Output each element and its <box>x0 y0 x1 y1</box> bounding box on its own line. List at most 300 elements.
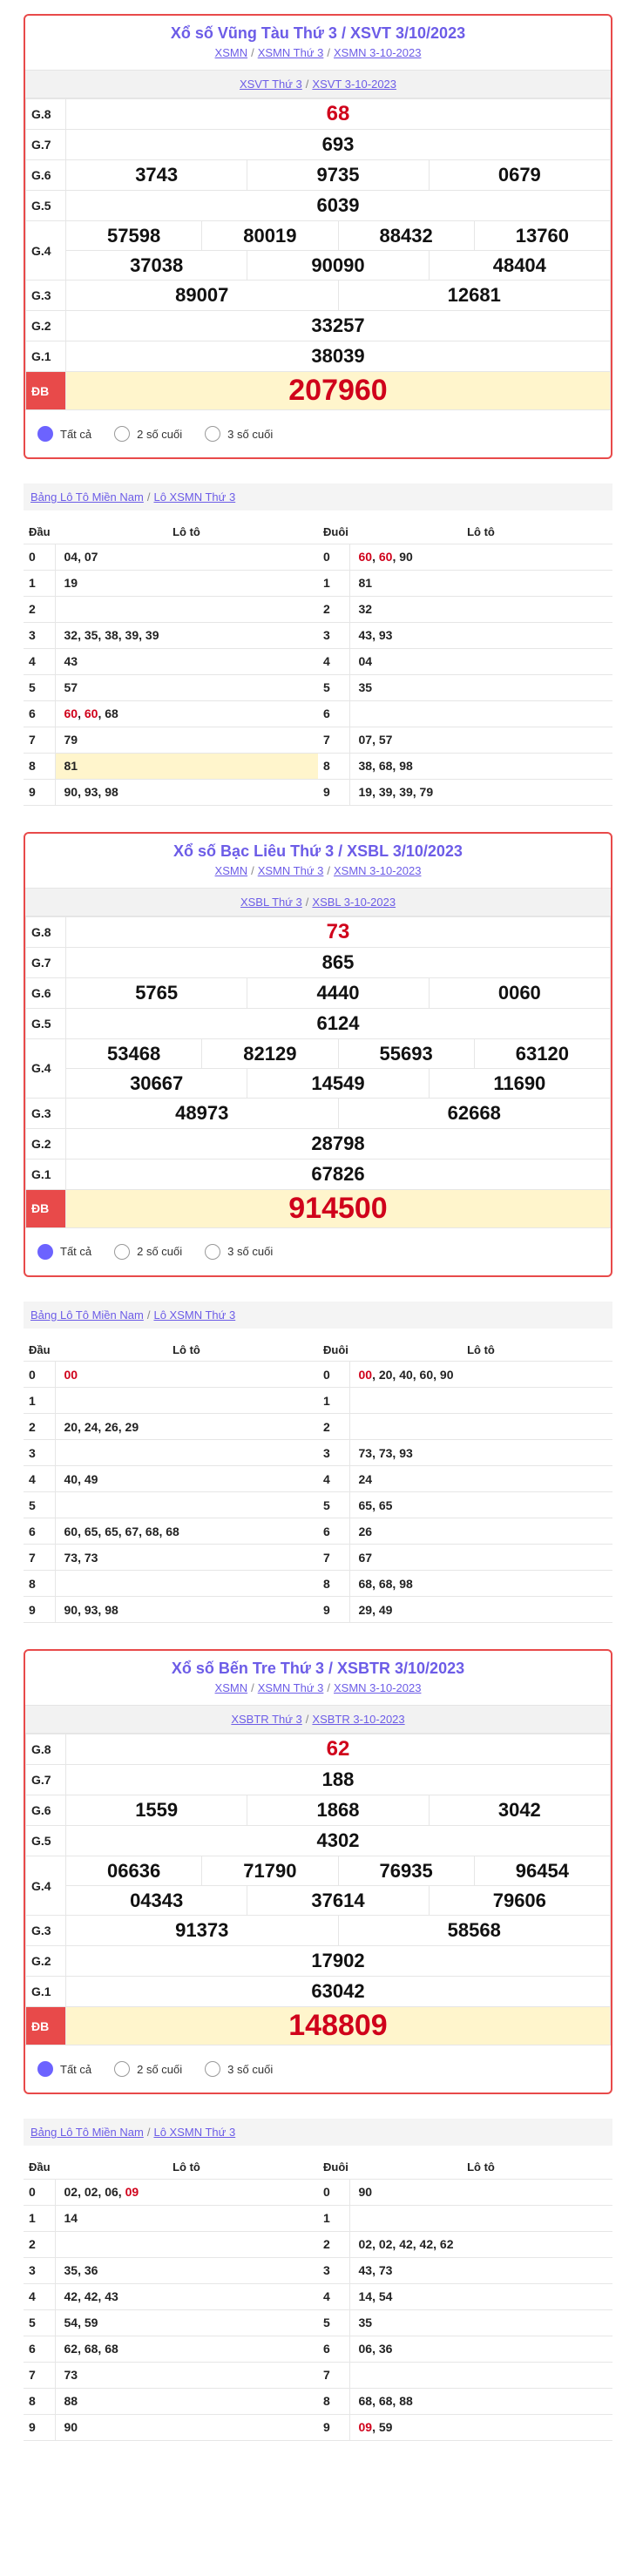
prize-value: 76935 <box>338 1856 474 1885</box>
prize-label: G.6 <box>26 1795 66 1826</box>
table-row <box>318 700 612 727</box>
loto-values <box>55 1362 318 1388</box>
loto-tables <box>24 2156 612 2441</box>
prize-label: G.2 <box>26 311 66 341</box>
table-row <box>318 1466 612 1492</box>
crumb-separator: / <box>251 1681 254 1694</box>
table-row <box>318 2179 612 2205</box>
breadcrumb <box>25 864 611 877</box>
filter-2-digits-radio[interactable] <box>114 2061 182 2077</box>
loto-key: 8 <box>24 1571 55 1597</box>
table-row <box>318 1597 612 1623</box>
table-row <box>318 648 612 674</box>
loto-values <box>349 1362 612 1388</box>
result-section <box>0 14 636 832</box>
loto-key: 4 <box>24 2283 55 2309</box>
filter-all-radio[interactable] <box>37 1244 91 1260</box>
table-row <box>24 2388 318 2414</box>
table-row <box>24 753 318 779</box>
prize-value: 71790 <box>201 1856 337 1885</box>
loto-key: 5 <box>24 674 55 700</box>
table-row <box>24 1388 318 1414</box>
loto-key: 3 <box>318 2257 349 2283</box>
radio-unchecked-icon[interactable] <box>205 1244 220 1260</box>
loto-values <box>55 2231 318 2257</box>
loto-number: 38, 68, 98 <box>358 759 413 773</box>
breadcrumb <box>25 46 611 59</box>
column-header: Lô tô <box>55 2156 318 2179</box>
prize-label: G.3 <box>26 1916 66 1946</box>
table-row <box>24 648 318 674</box>
loto-key: 0 <box>24 544 55 570</box>
loto-head-table <box>24 521 318 806</box>
loto-number: , 90 <box>392 550 413 564</box>
title-link[interactable]: Xổ số Vũng Tàu Thứ 3 <box>170 24 337 42</box>
prize-row-special <box>26 1189 611 1227</box>
digit-filter <box>25 410 611 457</box>
table-row <box>24 1492 318 1518</box>
loto-links <box>24 483 612 510</box>
prize-value: 73 <box>66 916 611 947</box>
loto-values <box>55 1545 318 1571</box>
table-row <box>318 1362 612 1388</box>
box-header <box>25 834 611 881</box>
loto-key: 2 <box>24 596 55 622</box>
table-row <box>318 753 612 779</box>
prize-row-g3 <box>26 1916 611 1946</box>
table-row <box>318 779 612 805</box>
prize-value: 38039 <box>66 341 611 372</box>
column-header: Đuôi <box>318 1339 349 1362</box>
prize-value: 17902 <box>66 1946 611 1977</box>
prize-label: G.6 <box>26 160 66 191</box>
loto-values <box>349 570 612 596</box>
loto-key: 9 <box>24 2414 55 2440</box>
radio-checked-icon[interactable] <box>37 1244 53 1260</box>
loto-number: 20, 24, 26, 29 <box>64 1419 139 1434</box>
loto-values <box>55 2309 318 2336</box>
prize-row-g6 <box>26 1795 611 1826</box>
prize-row-g8 <box>26 99 611 130</box>
loto-key: 9 <box>318 1597 349 1623</box>
table-row <box>24 2205 318 2231</box>
loto-special-number: 60 <box>358 550 373 564</box>
table-row <box>24 596 318 622</box>
crumb-link[interactable]: XSBL 3-10-2023 <box>312 895 396 909</box>
prize-label: G.4 <box>26 221 66 281</box>
loto-number: 19 <box>64 576 78 590</box>
loto-number: 90, 93, 98 <box>64 785 118 799</box>
loto-number: 90 <box>358 2185 373 2199</box>
loto-special-number: 60 <box>64 707 78 720</box>
loto-key: 8 <box>318 753 349 779</box>
link-separator: / <box>146 2126 151 2139</box>
loto-values <box>55 2336 318 2362</box>
loto-key: 1 <box>24 570 55 596</box>
loto-number: 73 <box>64 2368 78 2382</box>
loto-key: 9 <box>24 779 55 805</box>
loto-number: 35 <box>358 2316 373 2329</box>
prize-row-g4 <box>26 221 611 281</box>
crumb-separator: / <box>327 46 330 59</box>
loto-day-link[interactable]: Lô XSMN Thứ 3 <box>153 2126 236 2139</box>
prize-value-group <box>66 977 611 1008</box>
loto-values <box>55 2362 318 2388</box>
column-header: Đầu <box>24 2156 55 2179</box>
loto-values <box>55 674 318 700</box>
prize-value: 96454 <box>474 1856 610 1885</box>
loto-values <box>349 2205 612 2231</box>
crumb-link[interactable]: XSVT 3-10-2023 <box>312 78 397 91</box>
prize-value: 53468 <box>107 1042 161 1065</box>
table-row <box>318 544 612 570</box>
loto-table-link[interactable]: Bảng Lô Tô Miền Nam <box>30 2126 144 2139</box>
prize-value-group <box>66 1038 611 1098</box>
loto-number: 35, 36 <box>64 2263 98 2277</box>
result-section <box>0 832 636 1650</box>
prize-value-group <box>66 1098 611 1128</box>
loto-values <box>349 1440 612 1466</box>
prize-value: 6039 <box>66 191 611 221</box>
loto-values <box>55 1388 318 1414</box>
loto-values <box>349 2231 612 2257</box>
filter-2-digits-radio[interactable] <box>114 1244 182 1260</box>
prize-table <box>25 916 611 1228</box>
loto-values <box>55 1597 318 1623</box>
prize-value: 3042 <box>429 1795 610 1825</box>
sub-breadcrumb <box>25 888 611 916</box>
prize-value: 63120 <box>474 1039 610 1068</box>
prize-row-g5 <box>26 1826 611 1856</box>
radio-label: 2 số cuối <box>137 1245 183 1258</box>
prize-value: 82129 <box>201 1039 337 1068</box>
loto-day-link[interactable]: Lô XSMN Thứ 3 <box>153 490 236 504</box>
loto-number: 06, 36 <box>358 2342 393 2356</box>
crumb-link[interactable]: XSMN 3-10-2023 <box>334 46 422 59</box>
loto-key: 5 <box>318 1492 349 1518</box>
prize-row-g6 <box>26 160 611 191</box>
loto-tail-table <box>318 2156 612 2441</box>
loto-tables <box>24 1339 612 1624</box>
link-separator: / <box>146 490 151 504</box>
table-row <box>318 1414 612 1440</box>
box-header <box>25 1651 611 1698</box>
loto-key: 1 <box>318 2205 349 2231</box>
crumb-separator: / <box>305 895 309 909</box>
box-header <box>25 16 611 63</box>
loto-table-link[interactable]: Bảng Lô Tô Miền Nam <box>30 490 144 504</box>
loto-number: , 20, 40, 60, 90 <box>372 1367 454 1382</box>
loto-number: 73, 73 <box>64 1550 98 1565</box>
table-row <box>318 596 612 622</box>
table-row <box>318 2388 612 2414</box>
loto-tail-table <box>318 1339 612 1624</box>
table-row <box>24 2257 318 2283</box>
prize-value-group <box>66 281 611 311</box>
radio-unchecked-icon[interactable] <box>114 1244 130 1260</box>
loto-number: 32 <box>358 602 373 616</box>
loto-key: 6 <box>24 700 55 727</box>
loto-special-number: 00 <box>64 1367 78 1382</box>
column-header: Đầu <box>24 1339 55 1362</box>
filter-all-radio[interactable] <box>37 426 91 442</box>
loto-number: 88 <box>64 2394 78 2408</box>
loto-key: 5 <box>318 2309 349 2336</box>
loto-values <box>55 1518 318 1545</box>
loto-tables <box>24 521 612 806</box>
prize-value: 9735 <box>247 160 428 190</box>
loto-number: 26 <box>358 1524 373 1538</box>
crumb-separator: / <box>327 863 330 877</box>
radio-unchecked-icon[interactable] <box>205 426 220 442</box>
loto-number: 24 <box>358 1471 373 1486</box>
prize-value: 37038 <box>130 254 184 276</box>
loto-key: 6 <box>24 2336 55 2362</box>
loto-values <box>55 753 318 779</box>
prize-value: 88432 <box>338 221 474 250</box>
prize-value: 1868 <box>247 1795 428 1825</box>
loto-values <box>349 648 612 674</box>
crumb-link[interactable]: XSMN Thứ 3 <box>257 46 324 59</box>
prize-row-g7 <box>26 1765 611 1795</box>
special-prize-value: 148809 <box>66 2007 611 2045</box>
prize-value: 89007 <box>175 284 229 306</box>
table-row <box>318 2257 612 2283</box>
crumb-link[interactable]: XSMN Thứ 3 <box>257 863 324 877</box>
prize-value: 90090 <box>247 251 428 280</box>
crumb-link[interactable]: XSMN 3-10-2023 <box>334 1681 422 1694</box>
loto-values <box>349 2309 612 2336</box>
loto-values <box>349 700 612 727</box>
loto-values <box>55 1571 318 1597</box>
prize-label: G.3 <box>26 1098 66 1128</box>
loto-values <box>55 727 318 753</box>
table-row <box>24 1597 318 1623</box>
loto-values <box>349 1388 612 1414</box>
loto-head-table <box>24 1339 318 1624</box>
prize-value: 4440 <box>247 978 428 1008</box>
loto-values <box>55 622 318 648</box>
filter-2-digits-radio[interactable] <box>114 426 182 442</box>
loto-values <box>349 2257 612 2283</box>
loto-values <box>55 1414 318 1440</box>
filter-3-digits-radio[interactable] <box>205 426 273 442</box>
loto-number: , <box>78 707 85 720</box>
prize-label: G.6 <box>26 977 66 1008</box>
prize-row-g5 <box>26 1008 611 1038</box>
table-row <box>24 2283 318 2309</box>
prize-label: G.4 <box>26 1856 66 1916</box>
title-separator: / <box>341 24 346 42</box>
table-row <box>318 727 612 753</box>
loto-key: 0 <box>318 1362 349 1388</box>
table-row <box>318 1492 612 1518</box>
table-row <box>24 1362 318 1388</box>
crumb-link[interactable]: XSMN Thứ 3 <box>257 1681 324 1694</box>
loto-values <box>55 544 318 570</box>
radio-unchecked-icon[interactable] <box>114 2061 130 2077</box>
radio-label: 2 số cuối <box>137 427 183 441</box>
filter-3-digits-radio[interactable] <box>205 2061 273 2077</box>
loto-number: , 59 <box>372 2420 393 2434</box>
loto-values <box>55 2414 318 2440</box>
loto-key: 4 <box>318 2283 349 2309</box>
loto-key: 9 <box>24 1597 55 1623</box>
title-link[interactable]: Xổ số Bạc Liêu Thứ 3 <box>173 842 335 860</box>
loto-key: 3 <box>24 1440 55 1466</box>
loto-values <box>349 779 612 805</box>
title-code-link[interactable]: XSVT 3/10/2023 <box>350 24 466 42</box>
loto-key: 2 <box>318 596 349 622</box>
loto-number: 81 <box>358 576 373 590</box>
loto-values <box>55 596 318 622</box>
loto-head-table <box>24 2156 318 2441</box>
table-row <box>318 622 612 648</box>
column-header: Đuôi <box>318 521 349 544</box>
loto-values <box>349 622 612 648</box>
prize-label: G.2 <box>26 1128 66 1159</box>
prize-value: 62 <box>66 1734 611 1765</box>
loto-key: 7 <box>318 2362 349 2388</box>
crumb-link[interactable]: XSVT Thứ 3 <box>239 78 302 91</box>
radio-checked-icon[interactable] <box>37 2061 53 2077</box>
prize-label: G.7 <box>26 130 66 160</box>
loto-tail-table <box>318 521 612 806</box>
loto-key: 1 <box>318 570 349 596</box>
prize-value: 13760 <box>474 221 610 250</box>
loto-number: 32, 35, 38, 39, 39 <box>64 628 159 642</box>
table-row <box>24 2336 318 2362</box>
prize-value: 0679 <box>429 160 610 190</box>
crumb-separator: / <box>327 1681 330 1694</box>
loto-key: 8 <box>24 2388 55 2414</box>
filter-all-radio[interactable] <box>37 2061 91 2077</box>
prize-row-g1 <box>26 1159 611 1189</box>
prize-value: 693 <box>66 130 611 160</box>
prize-row-g2 <box>26 1946 611 1977</box>
loto-values <box>349 753 612 779</box>
result-section <box>0 1649 636 2467</box>
crumb-link[interactable]: XSBTR Thứ 3 <box>231 1713 302 1726</box>
loto-key: 0 <box>318 544 349 570</box>
title-link[interactable]: Xổ số Bến Tre Thứ 3 <box>171 1660 324 1677</box>
loto-key: 8 <box>24 753 55 779</box>
loto-key: 8 <box>318 2388 349 2414</box>
loto-day-link[interactable]: Lô XSMN Thứ 3 <box>153 1308 236 1322</box>
title-separator: / <box>328 1660 333 1677</box>
crumb-link[interactable]: XSMN <box>214 1681 248 1694</box>
loto-number: 68, 68, 88 <box>358 2394 413 2408</box>
radio-unchecked-icon[interactable] <box>114 426 130 442</box>
loto-values <box>349 2336 612 2362</box>
loto-special-number: 09 <box>125 2185 139 2199</box>
prize-row-g7 <box>26 947 611 977</box>
table-row <box>318 2309 612 2336</box>
radio-checked-icon[interactable] <box>37 426 53 442</box>
crumb-link[interactable]: XSBL Thứ 3 <box>240 895 302 909</box>
loto-values <box>349 2414 612 2440</box>
loto-values <box>349 2362 612 2388</box>
loto-key: 6 <box>318 700 349 727</box>
loto-table-link[interactable]: Bảng Lô Tô Miền Nam <box>30 1308 144 1322</box>
prize-label: G.3 <box>26 281 66 311</box>
prize-value: 80019 <box>201 221 337 250</box>
prize-value-group <box>66 1795 611 1826</box>
prize-row-g4 <box>26 1038 611 1098</box>
prize-value: 1559 <box>135 1799 179 1821</box>
loto-values <box>55 2179 318 2205</box>
prize-label: G.8 <box>26 916 66 947</box>
prize-value: 79606 <box>429 1886 610 1915</box>
table-row <box>24 2362 318 2388</box>
table-row <box>24 2231 318 2257</box>
table-row <box>24 2179 318 2205</box>
loto-number: 62, 68, 68 <box>64 2342 118 2356</box>
radio-unchecked-icon[interactable] <box>205 2061 220 2077</box>
prize-label: ĐB <box>26 372 66 410</box>
loto-key: 9 <box>318 2414 349 2440</box>
loto-values <box>55 779 318 805</box>
prize-value: 4302 <box>66 1826 611 1856</box>
title-separator: / <box>338 842 343 860</box>
table-row <box>24 1545 318 1571</box>
table-row <box>318 2205 612 2231</box>
loto-key: 2 <box>318 1414 349 1440</box>
title-code-link[interactable]: XSBTR 3/10/2023 <box>337 1660 465 1677</box>
crumb-link[interactable]: XSMN <box>214 46 248 59</box>
loto-key: 5 <box>24 2309 55 2336</box>
title-code-link[interactable]: XSBL 3/10/2023 <box>347 842 463 860</box>
prize-label: G.7 <box>26 1765 66 1795</box>
loto-values <box>55 2257 318 2283</box>
prize-row-g2 <box>26 311 611 341</box>
crumb-link[interactable]: XSBTR 3-10-2023 <box>312 1713 405 1726</box>
loto-key: 1 <box>24 2205 55 2231</box>
loto-key: 4 <box>318 648 349 674</box>
table-row <box>318 2414 612 2440</box>
loto-values <box>349 1597 612 1623</box>
loto-number: 43, 73 <box>358 2263 393 2277</box>
prize-row-g6 <box>26 977 611 1008</box>
loto-values <box>55 1440 318 1466</box>
crumb-link[interactable]: XSMN <box>214 863 248 877</box>
crumb-link[interactable]: XSMN 3-10-2023 <box>334 863 422 877</box>
results-page <box>0 14 636 2467</box>
table-row <box>24 1518 318 1545</box>
loto-number: 73, 73, 93 <box>358 1445 413 1460</box>
column-header: Đuôi <box>318 2156 349 2179</box>
result-title <box>25 1660 611 1678</box>
table-row <box>318 2231 612 2257</box>
loto-key: 4 <box>318 1466 349 1492</box>
loto-special-number: 60 <box>378 550 393 564</box>
table-row <box>24 2309 318 2336</box>
radio-label: 3 số cuối <box>227 2062 274 2076</box>
loto-number: 79 <box>64 733 78 747</box>
prize-row-g3 <box>26 281 611 311</box>
radio-label: Tất cả <box>60 2062 92 2076</box>
loto-key: 6 <box>318 2336 349 2362</box>
prize-label: G.1 <box>26 341 66 372</box>
loto-number: , 68 <box>98 707 118 720</box>
crumb-separator: / <box>251 863 254 877</box>
loto-key: 7 <box>318 1545 349 1571</box>
filter-3-digits-radio[interactable] <box>205 1244 273 1260</box>
radio-label: Tất cả <box>60 1245 92 1258</box>
loto-number: 67 <box>358 1550 373 1565</box>
column-header: Lô tô <box>349 521 612 544</box>
loto-values <box>349 1466 612 1492</box>
